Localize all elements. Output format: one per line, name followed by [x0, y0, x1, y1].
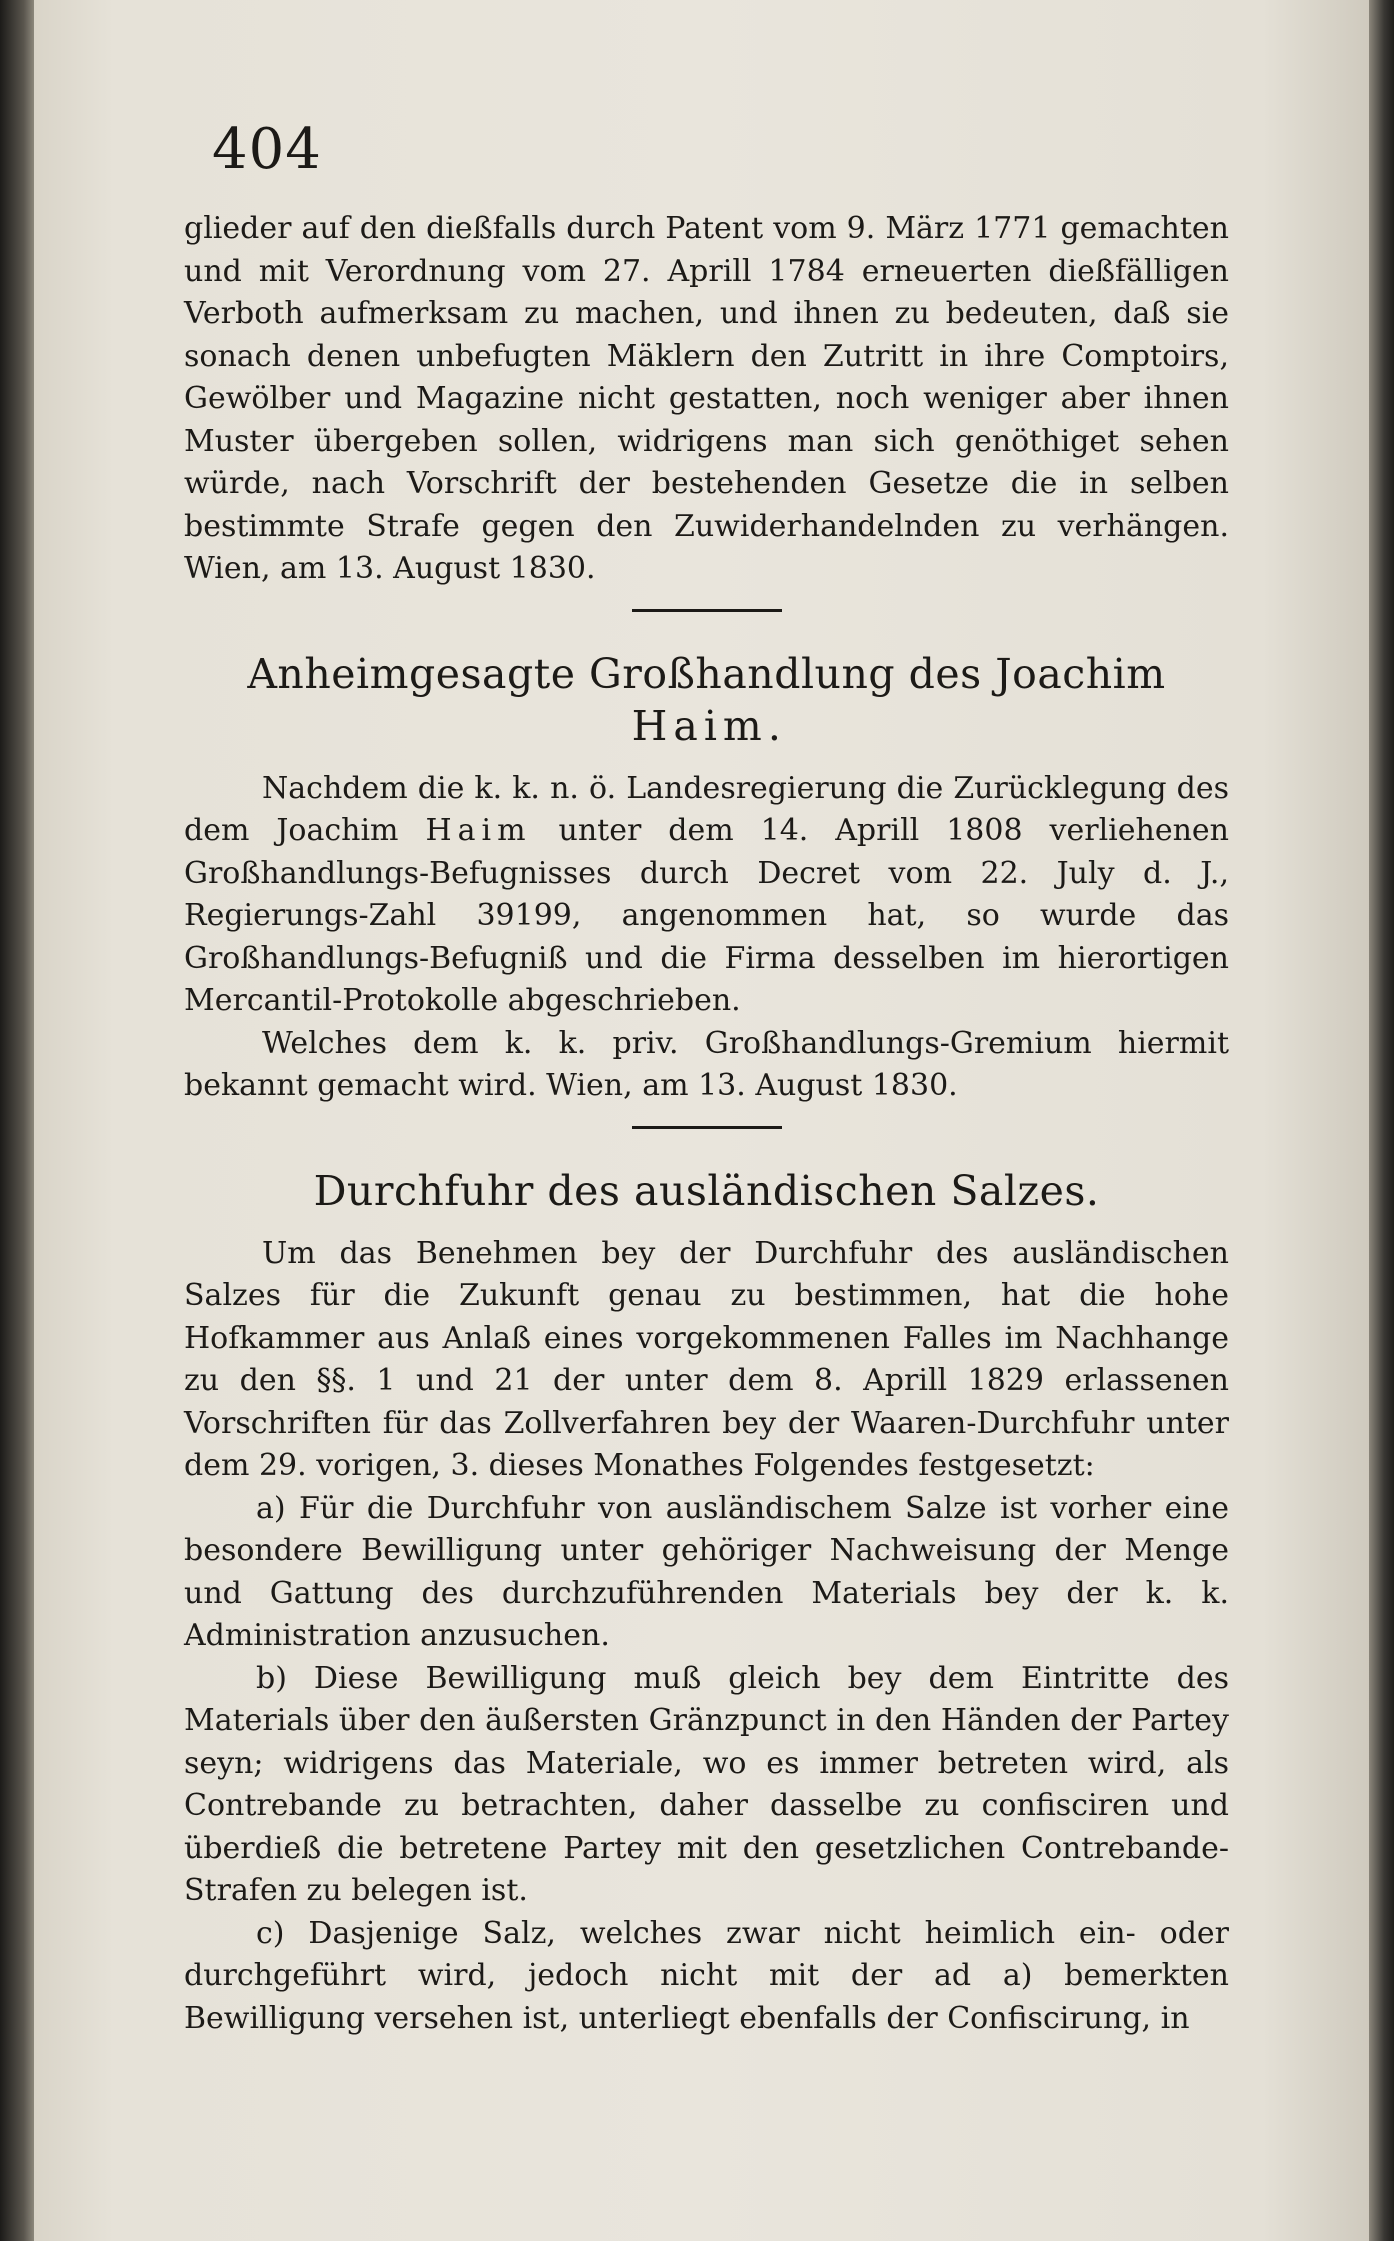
section3-item-a: a) Für die Durchfuhr von ausländischem Salze ist vorher eine besondere Bewilligung unter gehöriger Nachweisung der Menge und Gattung des durchzuführenden Materials bey der k. k. Administration anzusuchen.: [184, 1490, 1229, 1653]
section2-heading-start: Anheimgesagte Großhandlung des Joachim: [247, 649, 1166, 698]
section1-text: glieder auf den dießfalls durch Patent vom 9. März 1771 gemachten und mit Verordnung vom 27. Aprill 1784 erneuerten dießfälligen Verboth aufmerksam zu machen, und ihnen zu bedeuten, daß sie sonach denen unbefugten Mäklern den Zutritt in ihre Comptoirs, Gewölber und Magazine nicht gestatten, noch weniger aber ihnen Muster übergeben sollen, widrigens man sich genöthiget sehen würde, nach Vorschrift der bestehenden Gesetze die in selben bestimmte Strafe gegen den Zuwiderhandelnden zu verhängen. Wien, am 13. August 1830.: [184, 211, 1229, 586]
section3-item-c: c) Dasjenige Salz, welches zwar nicht heimlich ein- oder durchgeführt wird, jedoch nicht mit der ad a) bemerkten Bewilligung versehen ist, unterliegt ebenfalls der Confiscirung, in: [184, 1915, 1229, 2036]
section2-paragraph-2: Welches dem k. k. priv. Großhandlungs-Gremium hiermit bekannt gemacht wird. Wien, am 13. August 1830.: [184, 1025, 1229, 1103]
left-page-edge: [0, 0, 34, 2241]
section2-heading: [184, 648, 1229, 752]
section-divider: [632, 1126, 782, 1129]
section3-intro: Um das Benehmen bey der Durchfuhr des ausländischen Salzes für die Zukunft genau zu bestimmen, hat die hohe Hofkammer aus Anlaß eines vorgekommenen Falles im Nachhange zu den §§. 1 und 21 der unter dem 8. Aprill 1829 erlassenen Vorschriften für das Zollverfahren bey der Waaren-Durchfuhr unter dem 29. vorigen, 3. dieses Monathes Folgendes festgesetzt:: [184, 1235, 1229, 1483]
section3-item-b: b) Diese Bewilligung muß gleich bey dem Eintritte des Materials über den äußersten Gränzpunct in den Händen der Partey seyn; widrigens das Materiale, wo es immer betreten wird, als Contrebande zu betrachten, daher dasselbe zu confisciren und überdieß die betretene Partey mit den gesetzlichen Contrebande-Strafen zu belegen ist.: [184, 1660, 1229, 1908]
section3-heading: Durchfuhr des ausländischen Salzes.: [313, 1166, 1100, 1215]
section2-paragraph-1: [184, 768, 1229, 1023]
page-number: 404: [212, 117, 322, 182]
page-sheet: [34, 0, 1369, 2241]
page-text: [184, 117, 1229, 2040]
section2-para1-name: Haim: [425, 813, 532, 848]
section-divider: [632, 609, 782, 612]
section2-para1-b: unter dem 14. Aprill 1808 verliehenen Großhandlungs-Befugnisses durch Decret vom 22. July d. J., Regierungs-Zahl 39199, angenommen hat, so wurde das Großhandlungs-Befugniß und die Firma desselben im hierortigen Mercantil-Protokolle abgeschrieben.: [184, 813, 1229, 1018]
section2-para1-a: Nachdem die k. k. n. ö. Landesregierung die Zurücklegung des dem Joachim: [184, 770, 1229, 848]
section2-heading-name: Haim: [631, 701, 768, 750]
right-page-edge: [1369, 0, 1394, 2241]
section2-heading-end: .: [767, 701, 782, 750]
